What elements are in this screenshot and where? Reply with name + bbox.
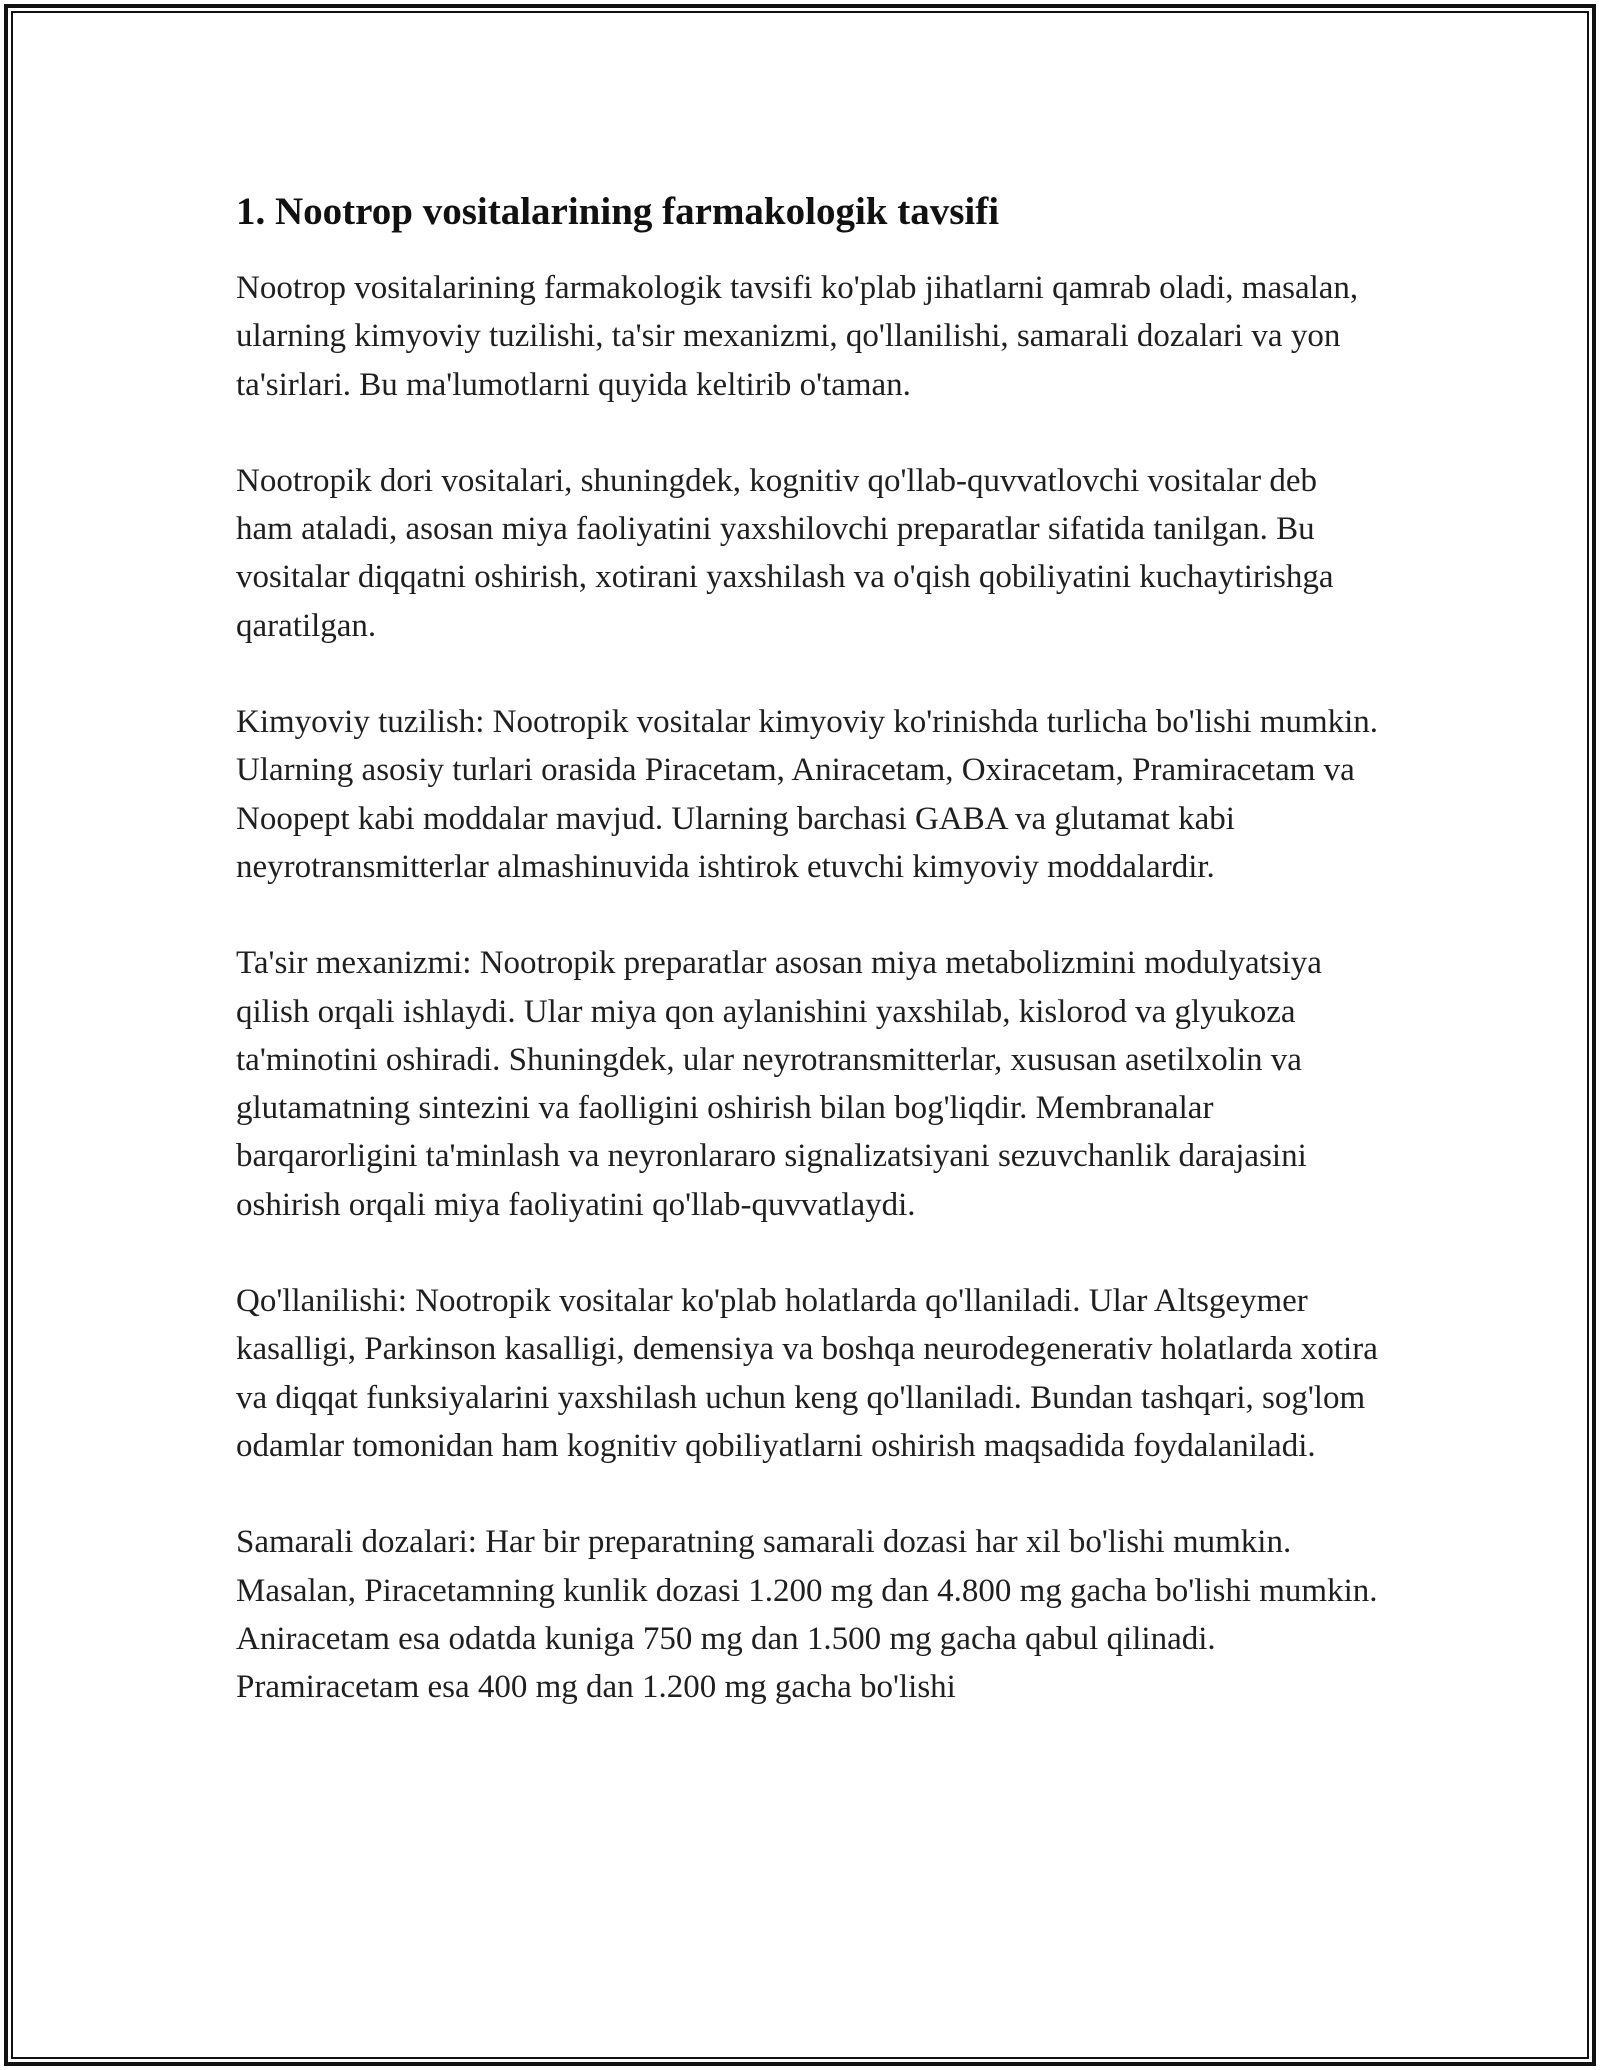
document-body — [236, 186, 1381, 1759]
paragraph-intro: Nootrop vositalarining farmakologik tavsifi ko'plab jihatlarni qamrab oladi, masalan, ularning kimyoviy tuzilishi, ta'sir mexanizmi, qo'llanilishi, samarali dozalari va yon ta'sirlari. Bu ma'lumotlarni quyida keltirib o'taman. — [236, 270, 1359, 403]
paragraph-mechanism: Ta'sir mexanizmi: Nootropik preparatlar asosan miya metabolizmini modulyatsiya qilish orqali ishlaydi. Ular miya qon aylanishini yaxshilab, kislorod va glyukoza ta'minotini oshiradi. Shuningdek, ular neyrotransmitterlar, xususan asetilxolin va glutamatning sintezini va faolligini oshirish bilan bog'liqdir. Membranalar barqarorligini ta'minlash va neyronlararo signalizatsiyani sezuvchanlik darajasini oshirish orqali miya faoliyatini qo'llab-quvvatlaydi. — [236, 945, 1322, 1223]
paragraph-definition: Nootropik dori vositalari, shuningdek, kognitiv qo'llab-quvvatlovchi vositalar deb ham ataladi, asosan miya faoliyatini yaxshilovchi preparatlar sifatida tanilgan. Bu vositalar diqqatni oshirish, xotirani yaxshilash va o'qish qobiliyatini kuchaytirishga qaratilgan. — [236, 462, 1334, 644]
paragraph-chemical-structure: Kimyoviy tuzilish: Nootropik vositalar kimyoviy ko'rinishda turlicha bo'lishi mumkin. Ularning asosiy turlari orasida Piracetam, Aniracetam, Oxiracetam, Pramiracetam va Noopept kabi moddalar mavjud. Ularning barchasi GABA va glutamat kabi neyrotransmitterlar almashinuvida ishtirok etuvchi kimyoviy moddalardir. — [236, 704, 1379, 885]
section-heading: 1. Nootrop vositalarining farmakologik tavsifi — [236, 190, 1000, 233]
paragraph-usage: Qo'llanilishi: Nootropik vositalar ko'plab holatlarda qo'llaniladi. Ular Altsgeymer kasalligi, Parkinson kasalligi, demensiya va boshqa neurodegenerativ holatlarda xotira va diqqat funksiyalarini yaxshilash uchun keng qo'llaniladi. Bundan tashqari, sog'lom odamlar tomonidan ham kognitiv qobiliyatlarni oshirish maqsadida foydalaniladi. — [236, 1283, 1378, 1464]
paragraph-dosage: Samarali dozalari: Har bir preparatning samarali dozasi har xil bo'lishi mumkin. Masalan, Piracetamning kunlik dozasi 1.200 mg dan 4.800 mg gacha bo'lishi mumkin. Aniracetam esa odatda kuniga 750 mg dan 1.500 mg gacha qabul qilinadi. Pramiracetam esa 400 mg dan 1.200 mg gacha bo'lishi — [236, 1524, 1378, 1706]
